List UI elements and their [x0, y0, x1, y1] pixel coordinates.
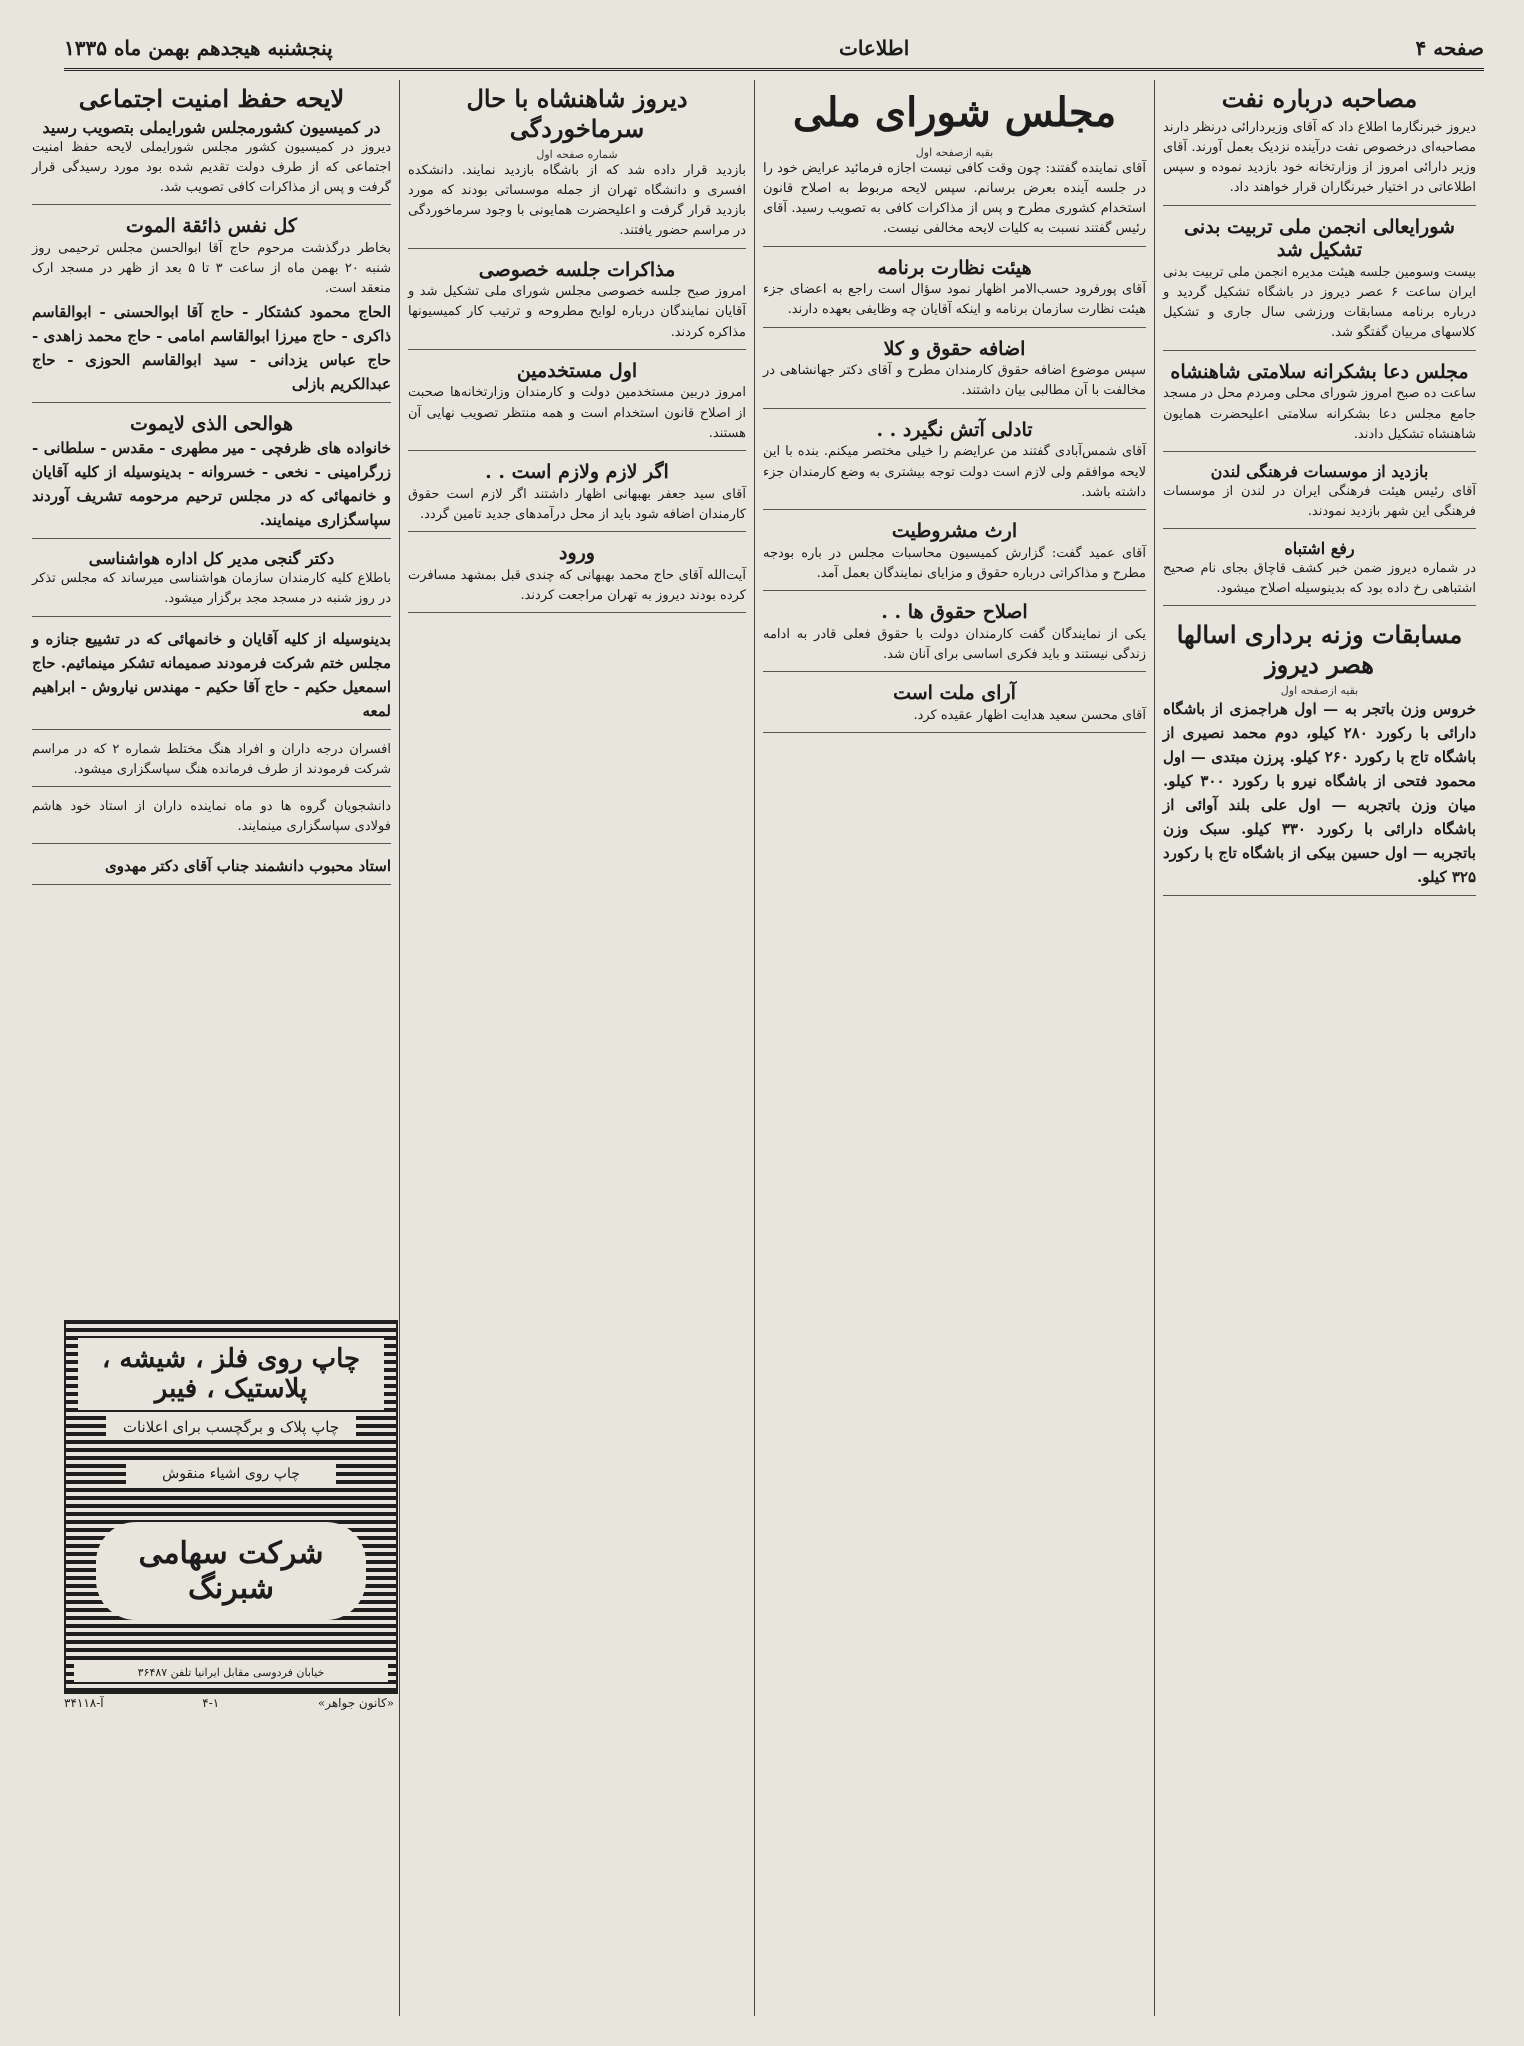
headline: رفع اشتباه [1284, 539, 1355, 559]
story-votes [763, 682, 1146, 733]
ref-code: آ-۳۴۱۱۸ [64, 1696, 104, 1710]
notice-body: بدینوسیله از کلیه آقایان و خانمهائی که در تشییع جنازه و مجلس ختم شرکت فرمودند صمیمانه تشکر مینمائیم. حاج اسمعیل حکیم - حاج آقا حکیم - مهندس نیاروش - ابراهیم لمعه [32, 629, 391, 720]
story-arrival [408, 542, 746, 613]
story-london-visit [1163, 462, 1476, 529]
article-body: امروز صبح جلسه خصوصی مجلس شورای ملی تشکیل شد و آقایان نمایندگان درباره لوایح مطروحه و ترتیب کار کمیسیونها مذاکره کردند. [408, 284, 746, 340]
headline: شورایعالی انجمن ملی تربیت بدنی تشکیل شد [1184, 215, 1455, 262]
article-body: آقای نماینده گفتند: چون وقت کافی نیست اجازه فرمائید عرایض خود را در جلسه آینده بعرض برسانم. سپس لایحه مربوط به اصلاح قانون استخدام کشوری مطرح و پس از مذاکرات کافی به تصویب رسید. آقای رئیس گفتند نسبت به کلیات لایحه مخالفی نیست. [763, 161, 1146, 237]
notice-body: خانواده های ظرفچی - میر مطهری - مقدس - سلطانی - زرگرامینی - نخعی - خسروانه - بدینوسیله از کلیه آقایان و خانمهائی که در مجلس ترحیم مرحومه تشریف آوردند سپاسگزاری مینمایند. [32, 439, 391, 530]
article-body: دیروز خبرنگارما اطلاع داد که آقای وزیردارائی درنظر دارند مصاحبه‌ای درخصوص نفت درآینده نزدیک بعمل آورند. آقای وزیر دارائی امروز از وزارتخانه خود بازدید نموده و سپس اطلاعاتی در اختیار خبرنگاران قرار خواهند داد. [1163, 120, 1476, 196]
story-prayer [1163, 361, 1476, 452]
article-body: خروس وزن باتجر به — اول هراجمزی از باشگاه دارائی با رکورد ۲۸۰ کیلو، دوم محمد نصیری از باشگاه تاج با رکورد ۲۶۰ کیلو. پرزن مبتدی — اول محمود فتحی از باشگاه نیرو با رکورد ۳۰۰ کیلو. میان وزن باتجربه — اول علی بلند آوائی از باشگاه دارائی با رکورد ۳۳۰ کیلو. سبک وزن باتجربه — اول حسین بیکی از باشگاه تاج با رکورد ۳۲۵ کیلو. [1163, 700, 1477, 887]
ad-company-name: شرکت سهامی شبرنگ [96, 1522, 366, 1620]
headline: لایحه حفظ امنیت اجتماعی [78, 84, 345, 113]
headline: دکتر گنجی مدیر کل اداره هواشناسی [88, 549, 335, 569]
notice-body: استاد محبوب دانشمند جناب آقای دکتر مهدوی [104, 857, 391, 876]
ref-code: «کانون جواهر» [317, 1696, 394, 1710]
story-constitution [763, 520, 1146, 591]
continuation-tag: بقیه ازصفحه اول [1280, 684, 1359, 698]
footer-refs [64, 1696, 394, 1710]
headline: مجلس دعا بشکرانه سلامتی شاهنشاه [1170, 360, 1469, 383]
article-body: آقای شمس‌آبادی گفتند من عرایضم را خیلی مختصر میکنم. بنده با این لایحه موافقم ولی لازم است دولت توجه بیشتری به وضع کارمندان جزء داشته باشد. [763, 444, 1146, 500]
headline: هیئت نظارت برنامه [877, 256, 1032, 279]
story-salary-reform [763, 601, 1146, 672]
headline: ارث مشروطیت [891, 519, 1018, 542]
column-2 [754, 80, 1154, 2016]
headline: هوالحی الذی لایموت [130, 412, 293, 435]
subheadline: در کمیسیون کشورمجلس شورایملی بتصویب رسید [42, 118, 381, 137]
notice-body: دانشجویان گروه ها دو ماه نماینده داران از استاد خود هاشم فولادی سپاسگزاری مینمایند. [32, 798, 391, 835]
story-rights [763, 338, 1146, 409]
notice-body: باطلاع کلیه کارمندان سازمان هواشناسی میرساند که مجلس تذکر در روز شنبه در مسجد مجد برگزار میشود. [32, 571, 391, 607]
headline: تادلی آتش نگیرد . . [876, 418, 1033, 441]
notice-aviation [32, 549, 391, 616]
story-shah [408, 80, 746, 249]
column-1 [1154, 80, 1484, 2016]
notice-condolence-2 [32, 413, 391, 540]
article-body: دیروز در کمیسیون کشور مجلس شورایملی لایحه حفظ امنیت اجتماعی که از طرف دولت تقدیم شده بود مورد رسیدگی قرار گرفت و پس از مذاکرات کافی تصویب شد. [32, 140, 391, 196]
headline: آرای ملت است [893, 681, 1016, 704]
headline: ورود [559, 541, 595, 564]
article-body: آیت‌الله آقای حاج محمد بهبهانی که چندی قبل بمشهد مسافرت کرده بودند دیروز به تهران مراجعت کردند. [408, 567, 746, 603]
notice-students [32, 797, 391, 844]
continuation-tag: شماره صفحه اول [536, 148, 618, 161]
article-body: در شماره دیروز ضمن خبر کشف قاچاق بجای نام صحیح اشتباهی رخ داده بود که بدینوسیله اصلاح میشود. [1163, 561, 1476, 597]
headline: مسابقات وزنه برداری اسالها هصر دیروز [1176, 620, 1463, 680]
article-body: آقای عمید گفت: گزارش کمیسیون محاسبات مجلس در باره بودجه مطرح و مذاکراتی درباره حقوق و مزایای نمایندگان بعمل آمد. [763, 545, 1146, 581]
article-body: بیست وسومین جلسه هیئت مدیره انجمن ملی تربیت بدنی ایران ساعت ۶ عصر دیروز در باشگاه تشکیل گردید و درباره برنامه مسابقات ورزشی سال جاری و تشکیل کلاسهای مربیان گفتگو شد. [1163, 265, 1476, 341]
headline: اصلاح حقوق ها . . [881, 600, 1028, 623]
masthead [64, 28, 1484, 71]
story-weightlifting [1163, 616, 1476, 896]
headline: مصاحبه درباره نفت [1221, 84, 1418, 113]
headline: اضافه حقوق و کلا [883, 337, 1026, 360]
headline: اگر لازم ولازم است . . [485, 460, 669, 483]
notice-professor [32, 854, 391, 885]
story-majlis [763, 80, 1146, 247]
story-oil-interview [1163, 80, 1476, 206]
article-body: بازدید قرار داده شد که از باشگاه بازدید نمایند. دانشکده افسری و دانشگاه تهران از جمله موسساتی بودند که مورد بازدید قرار گرفت و اعلیحضرت همایونی با وجود سرماخوردگی در مراسم حضور یافتند. [408, 163, 746, 239]
ad-line: چاپ پلاک و برگچسب برای اعلانات [106, 1414, 356, 1440]
article-body: آقای سید جعفر بهبهانی اظهار داشتند اگر لازم است حقوق کارمندان اضافه شود باید از محل درآمدهای جدید تامین گردد. [408, 486, 746, 522]
headline: دیروز شاهنشاه با حال سرماخوردگی [466, 84, 688, 143]
article-body: آقای پورفرود حسب‌الامر اظهار نمود سؤال است راجع به اعضای جزء هیئت نظارت سازمان برنامه و اینکه آقایان چه وظایفی بعهده دارند. [763, 282, 1146, 318]
notice-family [32, 627, 391, 730]
headline: کل نفس ذائقة الموت [126, 215, 297, 238]
notice-names: الحاج محمود کشتکار - حاج آقا ابوالحسنی - ابوالقاسم ذاکری - حاج میرزا ابوالقاسم امامی - حاج محمد زاهدی - حاج عباس یزدانی - سید ابوالقاسم الحوزی - حاج عبدالکریم بازلی [32, 302, 391, 393]
notice-body: بخاطر درگذشت مرحوم حاج آقا ابوالحسن مجلس ترحیمی روز شنبه ۲۰ بهمن ماه از ساعت ۳ تا ۵ بعد از ظهر در مسجد ارک منعقد است. [32, 241, 392, 297]
story-employees [408, 360, 746, 451]
print-shop-advertisement [64, 1320, 398, 1694]
headline: مذاکرات جلسه خصوصی [478, 258, 676, 281]
story-fire [763, 419, 1146, 510]
ad-headline: چاپ روی فلز ، شیشه ، پلاستیک ، فیبر [78, 1338, 384, 1410]
story-needed [408, 461, 746, 532]
article-body: سپس موضوع اضافه حقوق کارمندان مطرح و آقای دکتر جهانشاهی در مخالفت با آن مطالبی بیان داشتند. [763, 363, 1146, 399]
article-body: یکی از نمایندگان گفت کارمندان دولت با حقوق فعلی قادر به ادامه زندگی نیستند و باید فکری اساسی برای آنان شد. [763, 626, 1146, 662]
article-body: ساعت ده صبح امروز شورای محلی ومردم محل در مسجد جامع مجلس دعا بشکرانه سلامتی اعلیحضرت همایون شاهنشاه تشکیل دادند. [1163, 386, 1476, 442]
notice-body: افسران درجه داران و افراد هنگ مختلط شماره ۲ که در مراسم شرکت فرمودند از طرف فرمانده هنگ سپاسگزاری میشود. [32, 741, 391, 777]
column-3 [399, 80, 754, 2016]
paper-name: اطلاعات [838, 36, 910, 60]
story-security-law [32, 80, 391, 205]
story-correction [1163, 539, 1476, 606]
page-label: صفحه ۴ [1415, 36, 1484, 60]
notice-officers [32, 740, 391, 787]
story-sports-council [1163, 216, 1476, 351]
ref-code: ۴-۱ [202, 1696, 220, 1710]
headline: مجلس شورای ملی [792, 89, 1117, 136]
headline: اول مستخدمین [516, 359, 638, 382]
column-4 [24, 80, 399, 2016]
story-private-session [408, 259, 746, 350]
date-line: پنجشنبه هیجدهم بهمن ماه ۱۳۳۵ [64, 36, 333, 60]
article-body: آقای رئیس هیئت فرهنگی ایران در لندن از موسسات فرهنگی این شهر بازدید نمودند. [1163, 483, 1476, 519]
article-body: امروز دربین مستخدمین دولت و کارمندان وزارتخانه‌ها صحبت از اصلاح قانون استخدام است و همه منتظر تصویب نهایی آن هستند. [408, 385, 746, 441]
ad-address: خیابان فردوسی مقابل ایرانیا تلفن ۳۶۴۸۷ [74, 1663, 388, 1682]
continuation-tag: بقیه ازصفحه اول [915, 146, 994, 159]
story-oversight [763, 257, 1146, 328]
notice-condolence-1 [32, 215, 391, 402]
headline: بازدید از موسسات فرهنگی لندن [1210, 461, 1429, 481]
ad-line: چاپ روی اشیاء منقوش [126, 1462, 336, 1486]
article-body: آقای محسن سعید هدایت اظهار عقیده کرد. [913, 707, 1146, 723]
